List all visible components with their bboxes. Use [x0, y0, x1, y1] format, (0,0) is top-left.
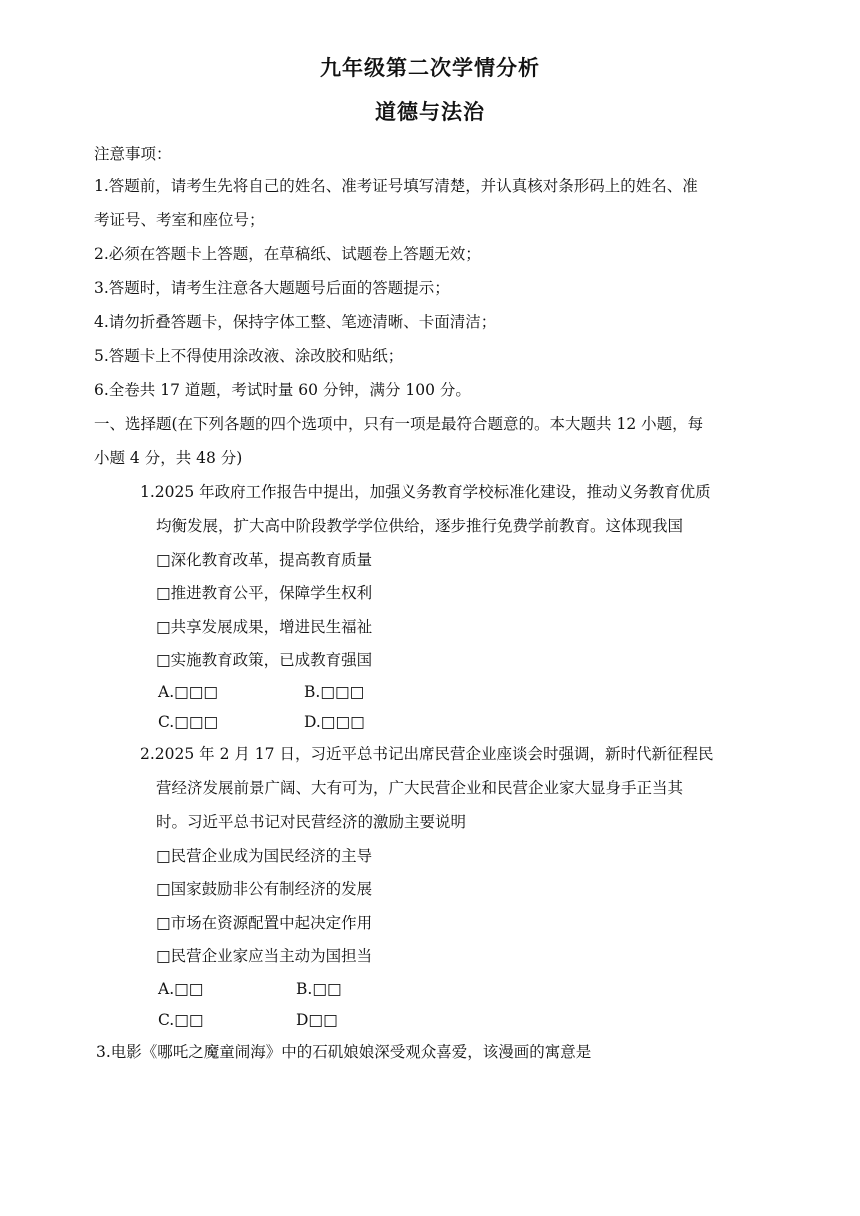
q2-statement-4: □民营企业家应当主动为国担当 [156, 947, 373, 965]
q1-statement-2: □推进教育公平，保障学生权利 [156, 584, 373, 602]
q2-option-b[interactable]: B.□□ [296, 980, 342, 998]
q1-stem-line-1: 1.2025 年政府工作报告中提出，加强义务教育学校标准化建设，推动义务教育优质 [140, 483, 711, 501]
q1-option-d[interactable]: D.□□□ [304, 713, 365, 731]
q1-stem-line-2: 均衡发展，扩大高中阶段教学学位供给，逐步推行免费学前教育。这体现我国 [156, 517, 684, 535]
q2-stem-line-1: 2.2025 年 2 月 17 日，习近平总书记出席民营企业座谈会时强调，新时代新征程民 [140, 745, 714, 763]
exam-subject: 道德与法治 [375, 99, 485, 124]
q1-statement-1: □深化教育改革，提高教育质量 [156, 551, 373, 569]
q1-statement-4: □实施教育政策，已成教育强国 [156, 651, 373, 669]
q1-option-c[interactable]: C.□□□ [158, 713, 219, 731]
q2-option-c[interactable]: C.□□ [158, 1011, 204, 1029]
notice-item-4: 4.请勿折叠答题卡，保持字体工整、笔迹清晰、卡面清洁； [94, 313, 497, 331]
q2-option-a[interactable]: A.□□ [158, 980, 204, 998]
q1-option-a[interactable]: A.□□□ [158, 683, 219, 701]
section-heading-line-2: 小题 4 分，共 48 分) [94, 449, 243, 467]
notice-item-1-line-1: 1.答题前，请考生先将自己的姓名、准考证号填写清楚，并认真核对条形码上的姓名、准 [94, 177, 698, 195]
q2-stem-line-3: 时。习近平总书记对民营经济的激励主要说明 [156, 813, 467, 831]
q1-statement-3: □共享发展成果，增进民生福祉 [156, 618, 373, 636]
q1-option-b[interactable]: B.□□□ [304, 683, 365, 701]
notice-item-6: 6.全卷共 17 道题，考试时量 60 分钟，满分 100 分。 [94, 381, 471, 399]
notice-item-2: 2.必须在答题卡上答题，在草稿纸、试题卷上答题无效； [94, 245, 481, 263]
q3-stem-line-1: 3.电影《哪吒之魔童闹海》中的石矶娘娘深受观众喜爱，该漫画的寓意是 [96, 1043, 592, 1061]
q2-statement-1: □民营企业成为国民经济的主导 [156, 847, 373, 865]
notice-item-5: 5.答题卡上不得使用涂改液、涂改胶和贴纸； [94, 347, 404, 365]
q2-option-d[interactable]: D□□ [296, 1011, 338, 1029]
q2-statement-2: □国家鼓励非公有制经济的发展 [156, 880, 373, 898]
notice-item-3: 3.答题时，请考生注意各大题题号后面的答题提示； [94, 279, 450, 297]
section-heading-line-1: 一、选择题(在下列各题的四个选项中，只有一项是最符合题意的。本大题共 12 小题，每 [94, 415, 704, 433]
notice-heading: 注意事项： [94, 145, 172, 163]
notice-item-1-line-2: 考证号、考室和座位号； [94, 211, 265, 229]
q2-statement-3: □市场在资源配置中起决定作用 [156, 914, 373, 932]
q2-stem-line-2: 营经济发展前景广阔、大有可为，广大民营企业和民营企业家大显身手正当其 [156, 779, 684, 797]
exam-title: 九年级第二次学情分析 [320, 55, 540, 80]
